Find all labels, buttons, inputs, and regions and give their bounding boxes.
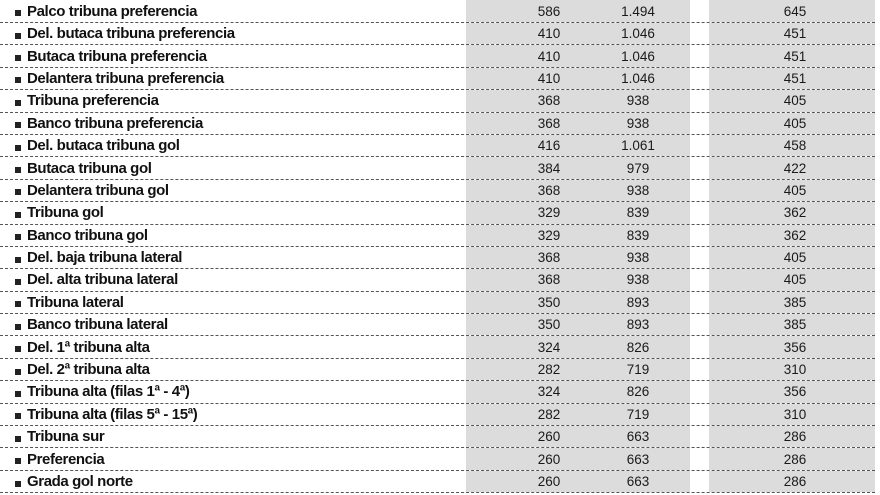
value-col-3: 286 xyxy=(783,451,807,467)
row-label: Del. baja tribuna lateral xyxy=(27,249,183,267)
value-col-2: 893 xyxy=(626,317,650,333)
bullet-icon xyxy=(15,324,21,330)
value-col-3: 458 xyxy=(783,138,807,154)
value-col-1: 368 xyxy=(537,93,561,109)
table-row xyxy=(0,225,875,247)
value-col-1: 324 xyxy=(537,384,561,400)
value-col-3: 356 xyxy=(783,384,807,400)
table-row xyxy=(0,202,875,224)
value-col-2: 663 xyxy=(626,474,650,489)
value-col-1: 586 xyxy=(537,3,561,19)
bullet-icon xyxy=(15,55,21,61)
row-label: Tribuna alta (filas 5ª - 15ª) xyxy=(27,405,198,423)
value-col-1: 329 xyxy=(537,205,561,221)
bullet-icon xyxy=(15,279,21,285)
value-col-2: 938 xyxy=(626,272,650,288)
value-col-1: 410 xyxy=(537,48,561,64)
value-col-2: 1.046 xyxy=(621,70,655,86)
row-label: Grada gol norte xyxy=(27,473,133,490)
value-col-3: 405 xyxy=(783,115,807,131)
bullet-icon xyxy=(15,234,21,240)
value-col-3: 645 xyxy=(783,3,807,19)
row-label: Banco tribuna preferencia xyxy=(27,114,203,132)
table-row xyxy=(0,247,875,269)
bullet-icon xyxy=(15,33,21,39)
table-row xyxy=(0,381,875,403)
value-col-2: 839 xyxy=(626,227,650,243)
value-col-2: 663 xyxy=(626,429,650,445)
row-label: Del. 1ª tribuna alta xyxy=(27,338,150,356)
value-col-1: 368 xyxy=(537,272,561,288)
value-col-1: 350 xyxy=(537,317,561,333)
row-label: Del. butaca tribuna preferencia xyxy=(27,25,235,43)
bullet-icon xyxy=(15,145,21,151)
value-col-2: 719 xyxy=(626,362,650,378)
value-col-1: 324 xyxy=(537,339,561,355)
value-col-2: 826 xyxy=(626,384,650,400)
value-col-1: 384 xyxy=(537,160,561,176)
row-label: Tribuna preferencia xyxy=(27,92,159,110)
row-label: Banco tribuna lateral xyxy=(27,316,168,334)
value-col-2: 719 xyxy=(626,406,650,422)
row-label: Del. alta tribuna lateral xyxy=(27,271,178,289)
bullet-icon xyxy=(15,189,21,195)
value-col-1: 350 xyxy=(537,294,561,310)
value-col-1: 260 xyxy=(537,451,561,467)
row-label: Tribuna alta (filas 1ª - 4ª) xyxy=(27,383,190,401)
value-col-3: 385 xyxy=(783,294,807,310)
bullet-icon xyxy=(15,391,21,397)
bullet-icon xyxy=(15,212,21,218)
value-col-3: 385 xyxy=(783,317,807,333)
table-row xyxy=(0,404,875,426)
table-row xyxy=(0,23,875,45)
row-label: Tribuna lateral xyxy=(27,293,124,311)
row-label: Preferencia xyxy=(27,450,105,468)
bullet-icon xyxy=(15,257,21,263)
value-col-3: 286 xyxy=(783,474,807,489)
row-label: Butaca tribuna gol xyxy=(27,159,152,177)
table-row xyxy=(0,113,875,135)
bullet-icon xyxy=(15,481,21,487)
value-col-2: 1.061 xyxy=(621,138,655,154)
value-col-1: 410 xyxy=(537,70,561,86)
value-col-3: 405 xyxy=(783,182,807,198)
value-col-3: 451 xyxy=(783,48,807,64)
value-col-1: 368 xyxy=(537,115,561,131)
table-row xyxy=(0,135,875,157)
value-col-2: 938 xyxy=(626,93,650,109)
table-row xyxy=(0,359,875,381)
bullet-icon xyxy=(15,167,21,173)
row-label: Tribuna gol xyxy=(27,204,104,222)
row-label: Delantera tribuna gol xyxy=(27,181,169,199)
value-col-2: 1.046 xyxy=(621,26,655,42)
row-label: Delantera tribuna preferencia xyxy=(27,69,224,87)
value-col-3: 422 xyxy=(783,160,807,176)
table-row xyxy=(0,90,875,112)
value-col-3: 451 xyxy=(783,70,807,86)
bullet-icon xyxy=(15,77,21,83)
value-col-2: 826 xyxy=(626,339,650,355)
bullet-icon xyxy=(15,100,21,106)
table-row xyxy=(0,471,875,493)
value-col-2: 839 xyxy=(626,205,650,221)
value-col-2: 938 xyxy=(626,250,650,266)
value-col-2: 979 xyxy=(626,160,650,176)
table-row xyxy=(0,180,875,202)
row-label: Palco tribuna preferencia xyxy=(27,2,198,20)
value-col-2: 1.046 xyxy=(621,48,655,64)
value-col-1: 329 xyxy=(537,227,561,243)
value-col-3: 451 xyxy=(783,26,807,42)
bullet-icon xyxy=(15,10,21,16)
value-col-3: 405 xyxy=(783,272,807,288)
table-row xyxy=(0,314,875,336)
table-row xyxy=(0,68,875,90)
value-col-3: 362 xyxy=(783,205,807,221)
value-col-3: 405 xyxy=(783,93,807,109)
value-col-1: 368 xyxy=(537,182,561,198)
value-col-1: 410 xyxy=(537,26,561,42)
table-row xyxy=(0,45,875,67)
value-col-3: 310 xyxy=(783,406,807,422)
value-col-2: 938 xyxy=(626,182,650,198)
bullet-icon xyxy=(15,122,21,128)
value-col-1: 368 xyxy=(537,250,561,266)
value-col-1: 282 xyxy=(537,406,561,422)
bullet-icon xyxy=(15,413,21,419)
bullet-icon xyxy=(15,458,21,464)
value-col-3: 310 xyxy=(783,362,807,378)
value-col-3: 286 xyxy=(783,429,807,445)
value-col-3: 356 xyxy=(783,339,807,355)
value-col-2: 1.494 xyxy=(621,3,655,19)
table-row xyxy=(0,269,875,291)
row-label: Tribuna sur xyxy=(27,428,105,446)
value-col-1: 260 xyxy=(537,429,561,445)
value-col-3: 405 xyxy=(783,250,807,266)
bullet-icon xyxy=(15,346,21,352)
bullet-icon xyxy=(15,436,21,442)
row-label: Del. 2ª tribuna alta xyxy=(27,361,150,379)
table-row xyxy=(0,336,875,358)
value-col-2: 893 xyxy=(626,294,650,310)
value-col-1: 416 xyxy=(537,138,561,154)
value-col-2: 663 xyxy=(626,451,650,467)
table-row xyxy=(0,292,875,314)
value-col-2: 938 xyxy=(626,115,650,131)
table-row xyxy=(0,426,875,448)
value-col-1: 260 xyxy=(537,474,561,489)
row-label: Butaca tribuna preferencia xyxy=(27,47,207,65)
table-row xyxy=(0,157,875,179)
row-label: Del. butaca tribuna gol xyxy=(27,137,180,155)
bullet-icon xyxy=(15,369,21,375)
value-col-1: 282 xyxy=(537,362,561,378)
row-label: Banco tribuna gol xyxy=(27,226,148,244)
bullet-icon xyxy=(15,301,21,307)
table-row xyxy=(0,448,875,470)
value-col-3: 362 xyxy=(783,227,807,243)
table-row xyxy=(0,0,875,23)
